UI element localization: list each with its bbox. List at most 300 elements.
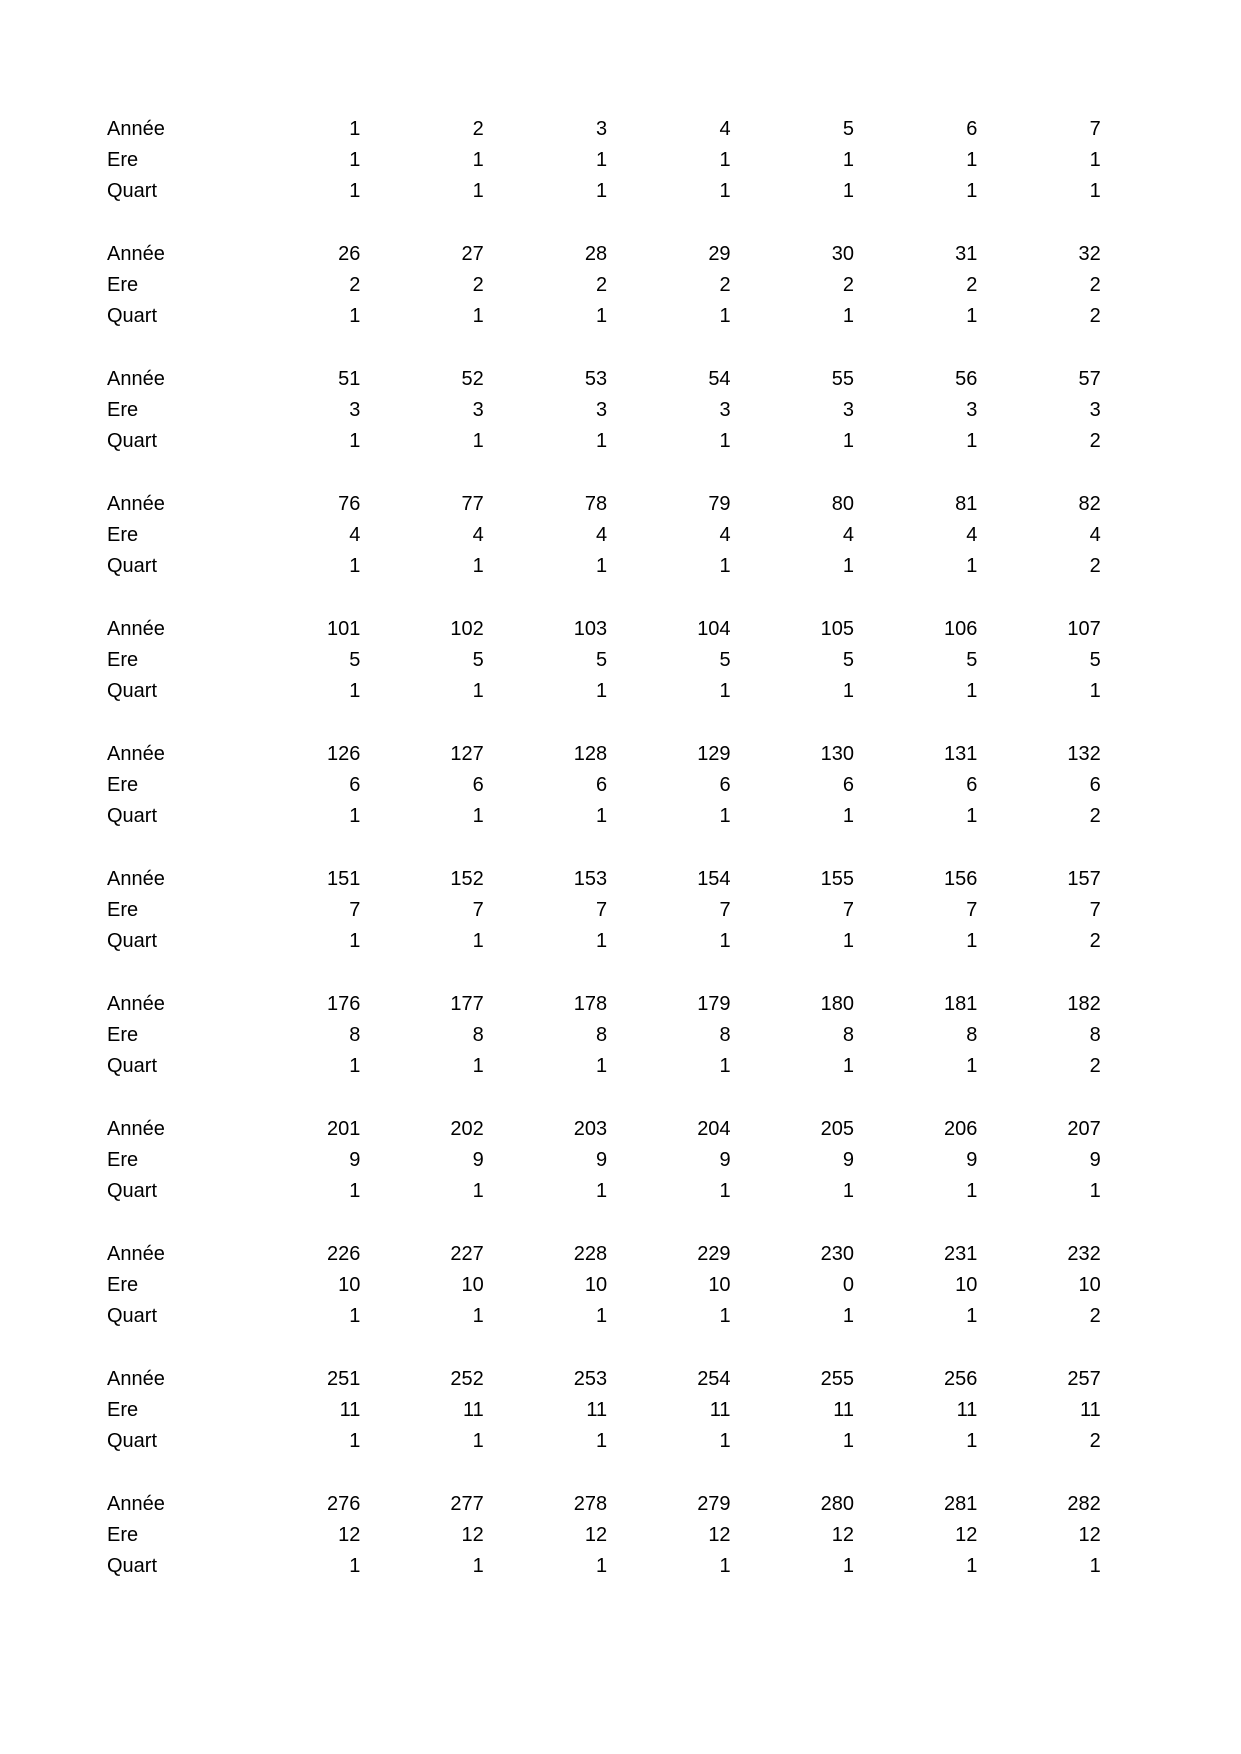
cell-quart: 1 (842, 180, 854, 202)
row-annee (107, 1489, 1107, 1520)
cell-ere: 12 (461, 1524, 484, 1546)
cell-annee: 5 (842, 118, 854, 140)
row-label-quart: Quart (107, 680, 158, 702)
cell-quart: 1 (596, 1055, 608, 1077)
cell-ere: 11 (709, 1399, 731, 1421)
cell-quart: 1 (596, 680, 608, 702)
cell-quart: 2 (1089, 1055, 1101, 1077)
row-label-ere: Ere (107, 274, 139, 296)
cell-annee: 178 (573, 993, 608, 1015)
cell-quart: 2 (1089, 805, 1101, 827)
spreadsheet-page (107, 114, 1107, 1614)
cell-ere: 2 (719, 274, 731, 296)
cell-ere: 8 (842, 1024, 854, 1046)
cell-annee: 157 (1067, 868, 1101, 890)
cell-ere: 8 (1089, 1024, 1101, 1046)
cell-ere: 10 (1078, 1274, 1101, 1296)
cell-ere: 12 (831, 1524, 854, 1546)
cell-quart: 1 (719, 1180, 731, 1202)
cell-annee: 54 (708, 368, 731, 390)
row-quart (107, 301, 1107, 332)
row-label-ere: Ere (107, 649, 139, 671)
data-block (107, 1239, 1107, 1364)
cell-ere: 11 (463, 1399, 484, 1421)
cell-annee: 181 (943, 993, 978, 1015)
cell-ere: 6 (472, 774, 484, 796)
cell-quart: 1 (349, 1555, 361, 1577)
cell-annee: 51 (338, 368, 361, 390)
cell-annee: 79 (708, 493, 731, 515)
cell-annee: 129 (697, 743, 731, 765)
cell-quart: 1 (719, 430, 731, 452)
cell-ere: 2 (966, 274, 978, 296)
cell-ere: 9 (966, 1149, 978, 1171)
cell-quart: 1 (472, 930, 484, 952)
row-quart (107, 426, 1107, 457)
row-label-ere: Ere (107, 1149, 139, 1171)
cell-annee: 27 (461, 243, 484, 265)
cell-ere: 4 (1089, 524, 1101, 546)
row-ere (107, 1395, 1107, 1426)
cell-annee: 231 (943, 1243, 978, 1265)
cell-quart: 1 (472, 430, 484, 452)
cell-annee: 232 (1067, 1243, 1101, 1265)
cell-annee: 182 (1067, 993, 1101, 1015)
cell-quart: 1 (966, 680, 978, 702)
cell-ere: 2 (842, 274, 854, 296)
cell-quart: 1 (719, 180, 731, 202)
cell-ere: 12 (1078, 1524, 1101, 1546)
cell-annee: 156 (943, 868, 978, 890)
cell-quart: 1 (472, 1305, 484, 1327)
cell-quart: 1 (966, 305, 978, 327)
cell-ere: 10 (461, 1274, 484, 1296)
row-ere (107, 1020, 1107, 1051)
cell-ere: 3 (472, 399, 484, 421)
cell-annee: 101 (327, 618, 361, 640)
cell-annee: 227 (450, 1243, 484, 1265)
data-block (107, 1114, 1107, 1239)
cell-annee: 76 (338, 493, 361, 515)
row-ere (107, 1520, 1107, 1551)
cell-annee: 80 (831, 493, 854, 515)
cell-annee: 154 (697, 868, 731, 890)
cell-ere: 2 (1089, 274, 1101, 296)
cell-quart: 1 (472, 555, 484, 577)
cell-annee: 7 (1089, 118, 1101, 140)
cell-annee: 127 (450, 743, 484, 765)
row-label-ere: Ere (107, 1274, 139, 1296)
row-quart (107, 1301, 1107, 1332)
cell-ere: 9 (472, 1149, 484, 1171)
row-annee (107, 1114, 1107, 1145)
cell-quart: 1 (1089, 680, 1101, 702)
cell-ere: 11 (956, 1399, 978, 1421)
cell-annee: 255 (820, 1368, 854, 1390)
cell-annee: 155 (820, 868, 854, 890)
cell-annee: 128 (573, 743, 608, 765)
row-label-quart: Quart (107, 1180, 158, 1202)
cell-annee: 6 (966, 118, 978, 140)
row-label-quart: Quart (107, 1055, 158, 1077)
row-ere (107, 770, 1107, 801)
cell-quart: 1 (842, 1430, 854, 1452)
cell-quart: 1 (472, 1055, 484, 1077)
cell-ere: 9 (596, 1149, 608, 1171)
cell-annee: 4 (719, 118, 731, 140)
cell-quart: 2 (1089, 930, 1101, 952)
cell-quart: 1 (966, 430, 978, 452)
cell-ere: 6 (1089, 774, 1101, 796)
row-label-ere: Ere (107, 399, 139, 421)
cell-ere: 8 (596, 1024, 608, 1046)
cell-annee: 278 (573, 1493, 608, 1515)
cell-ere: 6 (596, 774, 608, 796)
cell-quart: 1 (596, 180, 608, 202)
cell-ere: 8 (966, 1024, 978, 1046)
cell-annee: 82 (1078, 493, 1101, 515)
cell-ere: 7 (596, 899, 608, 921)
cell-quart: 1 (349, 1430, 361, 1452)
cell-quart: 1 (1089, 1180, 1101, 1202)
cell-annee: 55 (831, 368, 854, 390)
cell-ere: 12 (955, 1524, 978, 1546)
cell-ere: 0 (842, 1274, 854, 1296)
cell-quart: 1 (596, 1305, 608, 1327)
cell-quart: 1 (842, 680, 854, 702)
cell-ere: 1 (472, 149, 484, 171)
cell-quart: 1 (472, 680, 484, 702)
row-label-annee: Année (107, 993, 165, 1015)
cell-quart: 1 (596, 430, 608, 452)
cell-ere: 11 (1079, 1399, 1101, 1421)
cell-ere: 1 (842, 149, 854, 171)
cell-quart: 1 (472, 305, 484, 327)
cell-annee: 282 (1067, 1493, 1101, 1515)
cell-quart: 2 (1089, 305, 1101, 327)
cell-quart: 1 (349, 680, 361, 702)
cell-annee: 78 (584, 493, 608, 515)
row-label-annee: Année (107, 1243, 165, 1265)
cell-annee: 202 (450, 1118, 484, 1140)
cell-ere: 12 (584, 1524, 608, 1546)
cell-ere: 3 (719, 399, 731, 421)
cell-annee: 176 (327, 993, 361, 1015)
cell-annee: 151 (327, 868, 361, 890)
cell-quart: 1 (719, 1430, 731, 1452)
row-label-quart: Quart (107, 930, 158, 952)
cell-annee: 56 (955, 368, 978, 390)
cell-annee: 276 (327, 1493, 361, 1515)
cell-ere: 8 (472, 1024, 484, 1046)
cell-ere: 4 (966, 524, 978, 546)
row-annee (107, 364, 1107, 395)
row-ere (107, 270, 1107, 301)
cell-ere: 9 (719, 1149, 731, 1171)
cell-annee: 279 (697, 1493, 731, 1515)
cell-quart: 1 (842, 430, 854, 452)
cell-quart: 1 (719, 680, 731, 702)
cell-ere: 2 (596, 274, 608, 296)
cell-quart: 1 (966, 1180, 978, 1202)
cell-ere: 9 (842, 1149, 854, 1171)
cell-quart: 1 (596, 1430, 608, 1452)
cell-annee: 52 (461, 368, 484, 390)
cell-annee: 31 (955, 243, 978, 265)
cell-annee: 207 (1067, 1118, 1101, 1140)
cell-ere: 1 (1089, 149, 1101, 171)
cell-annee: 32 (1078, 243, 1101, 265)
cell-quart: 1 (472, 1180, 484, 1202)
cell-annee: 203 (573, 1118, 608, 1140)
cell-annee: 226 (327, 1243, 361, 1265)
cell-quart: 1 (842, 305, 854, 327)
cell-quart: 1 (596, 1555, 608, 1577)
row-label-ere: Ere (107, 774, 139, 796)
cell-quart: 1 (1089, 180, 1101, 202)
row-label-annee: Année (107, 1493, 165, 1515)
cell-annee: 256 (943, 1368, 978, 1390)
cell-ere: 4 (842, 524, 854, 546)
row-label-annee: Année (107, 618, 165, 640)
cell-ere: 3 (1089, 399, 1101, 421)
cell-quart: 1 (966, 555, 978, 577)
cell-ere: 5 (596, 649, 608, 671)
cell-annee: 103 (573, 618, 608, 640)
cell-annee: 57 (1078, 368, 1101, 390)
cell-quart: 1 (966, 180, 978, 202)
row-label-annee: Année (107, 118, 165, 140)
cell-annee: 228 (573, 1243, 608, 1265)
cell-ere: 1 (596, 149, 608, 171)
cell-quart: 1 (596, 555, 608, 577)
cell-annee: 104 (697, 618, 731, 640)
cell-annee: 179 (697, 993, 731, 1015)
cell-annee: 229 (697, 1243, 731, 1265)
cell-quart: 1 (719, 555, 731, 577)
cell-quart: 1 (719, 1555, 731, 1577)
cell-annee: 205 (820, 1118, 854, 1140)
cell-quart: 1 (349, 1305, 361, 1327)
data-block (107, 114, 1107, 239)
cell-annee: 30 (831, 243, 854, 265)
cell-ere: 5 (842, 649, 854, 671)
cell-ere: 3 (349, 399, 361, 421)
cell-quart: 1 (349, 555, 361, 577)
row-label-annee: Année (107, 368, 165, 390)
cell-ere: 5 (472, 649, 484, 671)
cell-annee: 106 (943, 618, 978, 640)
row-quart (107, 176, 1107, 207)
row-ere (107, 645, 1107, 676)
cell-annee: 152 (450, 868, 484, 890)
data-block (107, 1489, 1107, 1614)
cell-ere: 6 (842, 774, 854, 796)
cell-ere: 9 (1089, 1149, 1101, 1171)
cell-quart: 1 (596, 930, 608, 952)
row-annee (107, 1364, 1107, 1395)
cell-annee: 180 (820, 993, 854, 1015)
row-label-annee: Année (107, 743, 165, 765)
data-block (107, 989, 1107, 1114)
row-quart (107, 1551, 1107, 1582)
cell-ere: 8 (349, 1024, 361, 1046)
cell-annee: 257 (1067, 1368, 1101, 1390)
row-annee (107, 739, 1107, 770)
cell-annee: 281 (943, 1493, 978, 1515)
cell-quart: 1 (719, 1055, 731, 1077)
cell-ere: 10 (584, 1274, 608, 1296)
cell-annee: 2 (472, 118, 484, 140)
cell-annee: 251 (327, 1368, 361, 1390)
row-label-ere: Ere (107, 1524, 139, 1546)
row-quart (107, 1426, 1107, 1457)
cell-quart: 1 (719, 805, 731, 827)
cell-ere: 11 (833, 1399, 854, 1421)
row-label-quart: Quart (107, 430, 158, 452)
cell-quart: 1 (719, 305, 731, 327)
cell-ere: 2 (349, 274, 361, 296)
cell-ere: 10 (955, 1274, 978, 1296)
cell-ere: 5 (349, 649, 361, 671)
cell-ere: 1 (966, 149, 978, 171)
cell-ere: 4 (349, 524, 361, 546)
cell-ere: 11 (339, 1399, 361, 1421)
cell-quart: 1 (349, 305, 361, 327)
row-label-ere: Ere (107, 524, 139, 546)
cell-annee: 53 (584, 368, 608, 390)
cell-ere: 1 (719, 149, 731, 171)
cell-quart: 1 (842, 1180, 854, 1202)
row-annee (107, 614, 1107, 645)
data-block (107, 1364, 1107, 1489)
cell-quart: 1 (349, 180, 361, 202)
cell-ere: 7 (1089, 899, 1101, 921)
cell-annee: 206 (943, 1118, 978, 1140)
cell-ere: 8 (719, 1024, 731, 1046)
cell-quart: 2 (1089, 555, 1101, 577)
row-quart (107, 1051, 1107, 1082)
row-label-annee: Année (107, 1368, 165, 1390)
cell-annee: 131 (943, 743, 978, 765)
cell-ere: 2 (472, 274, 484, 296)
row-label-ere: Ere (107, 149, 139, 171)
data-block (107, 489, 1107, 614)
cell-annee: 253 (573, 1368, 608, 1390)
cell-annee: 81 (955, 493, 978, 515)
row-ere (107, 1270, 1107, 1301)
row-label-quart: Quart (107, 305, 158, 327)
cell-ere: 6 (966, 774, 978, 796)
row-ere (107, 520, 1107, 551)
row-label-quart: Quart (107, 555, 158, 577)
cell-ere: 1 (349, 149, 361, 171)
cell-ere: 5 (1089, 649, 1101, 671)
cell-quart: 2 (1089, 1305, 1101, 1327)
cell-ere: 3 (842, 399, 854, 421)
cell-ere: 7 (349, 899, 361, 921)
cell-ere: 4 (596, 524, 608, 546)
cell-quart: 1 (966, 1430, 978, 1452)
data-block (107, 739, 1107, 864)
data-block (107, 864, 1107, 989)
cell-quart: 1 (719, 930, 731, 952)
cell-annee: 28 (584, 243, 608, 265)
cell-quart: 1 (349, 430, 361, 452)
cell-ere: 4 (719, 524, 731, 546)
cell-ere: 7 (472, 899, 484, 921)
row-ere (107, 145, 1107, 176)
cell-annee: 26 (338, 243, 361, 265)
cell-annee: 230 (820, 1243, 854, 1265)
cell-ere: 3 (966, 399, 978, 421)
cell-quart: 1 (966, 1305, 978, 1327)
cell-quart: 1 (966, 930, 978, 952)
data-block (107, 364, 1107, 489)
row-label-annee: Année (107, 243, 165, 265)
cell-ere: 9 (349, 1149, 361, 1171)
cell-annee: 102 (450, 618, 484, 640)
cell-quart: 1 (966, 805, 978, 827)
cell-quart: 1 (472, 180, 484, 202)
cell-ere: 11 (586, 1399, 608, 1421)
cell-quart: 1 (719, 1305, 731, 1327)
cell-quart: 1 (842, 930, 854, 952)
cell-quart: 1 (596, 805, 608, 827)
row-quart (107, 926, 1107, 957)
cell-ere: 7 (719, 899, 731, 921)
row-label-annee: Année (107, 868, 165, 890)
row-ere (107, 395, 1107, 426)
cell-quart: 1 (472, 805, 484, 827)
cell-quart: 1 (1089, 1555, 1101, 1577)
cell-quart: 1 (842, 555, 854, 577)
cell-quart: 1 (596, 1180, 608, 1202)
cell-quart: 1 (966, 1555, 978, 1577)
row-annee (107, 114, 1107, 145)
row-annee (107, 989, 1107, 1020)
cell-ere: 7 (966, 899, 978, 921)
cell-annee: 105 (820, 618, 854, 640)
data-block (107, 614, 1107, 739)
cell-annee: 130 (820, 743, 854, 765)
cell-quart: 1 (349, 1180, 361, 1202)
cell-quart: 1 (349, 805, 361, 827)
row-annee (107, 239, 1107, 270)
cell-annee: 126 (327, 743, 361, 765)
row-label-quart: Quart (107, 1555, 158, 1577)
row-label-annee: Année (107, 493, 165, 515)
cell-annee: 132 (1067, 743, 1101, 765)
cell-ere: 10 (708, 1274, 731, 1296)
row-ere (107, 895, 1107, 926)
row-annee (107, 489, 1107, 520)
cell-annee: 252 (450, 1368, 484, 1390)
row-label-ere: Ere (107, 899, 139, 921)
cell-quart: 2 (1089, 430, 1101, 452)
data-block (107, 239, 1107, 364)
cell-quart: 2 (1089, 1430, 1101, 1452)
cell-quart: 1 (349, 1055, 361, 1077)
cell-quart: 1 (842, 1305, 854, 1327)
cell-quart: 1 (842, 1555, 854, 1577)
cell-annee: 277 (450, 1493, 484, 1515)
cell-annee: 280 (820, 1493, 854, 1515)
row-ere (107, 1145, 1107, 1176)
cell-ere: 7 (842, 899, 854, 921)
cell-quart: 1 (472, 1555, 484, 1577)
cell-ere: 12 (708, 1524, 731, 1546)
